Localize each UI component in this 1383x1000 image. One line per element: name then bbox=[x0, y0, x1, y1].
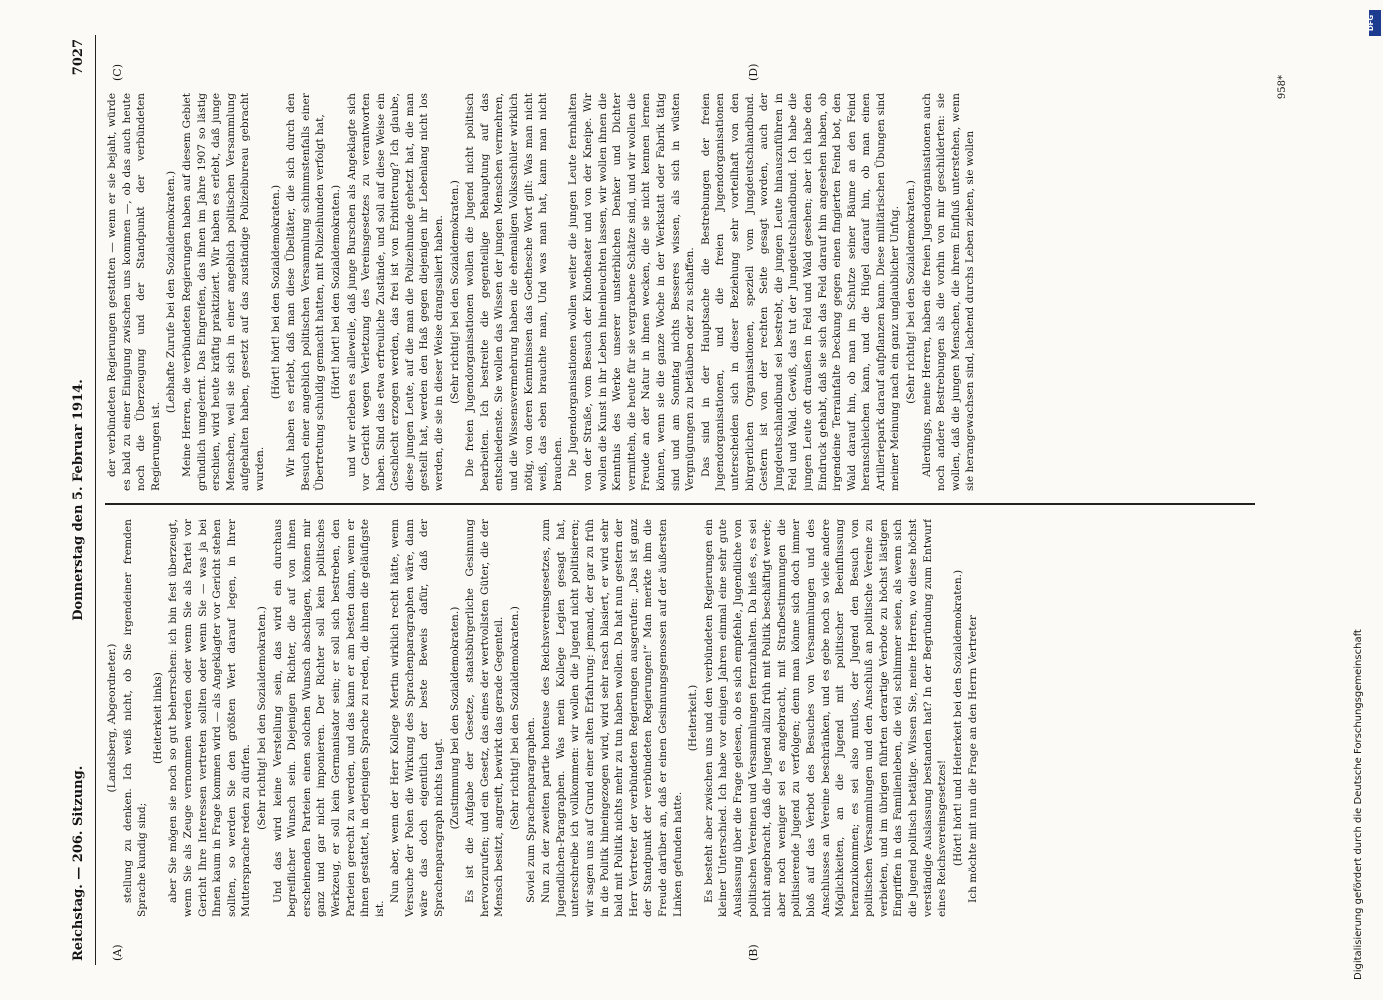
paragraph: (Sehr richtig! bei den Sozialdemokraten.) bbox=[448, 180, 461, 404]
paragraph: Das sind in der Hauptsache die Bestrebungen der freien Jugendorganisationen, und die freien Jugendorganisationen unterscheiden sich in dieser Beziehung sehr vorteilhaft von den bürgerlichen Organisationen, speziell vom Jungdeutschlandbund. Gestern ist von der rechten Seite gesagt worden, auch der Jungdeutschlandbund sei bestrebt, die jungen Leute hinauszuführen in Feld und Wald. Gewiß, das tut der Jungdeutschlandbund. Ich habe die jungen Leute oft draußen in Feld und Wald gesehen; aber ich habe den Eindruck gehabt, daß sie sich das Feld darauf hin angesehen haben, ob irgendeine Terrainfalte Deckung gegen einen fingierten Feind bot, den Wald darauf hin, ob man im Schutze seiner Bäume an den Feind heranschleichen kann, und die Hügel darauf hin, ob man einen Artilleriepark darauf aufpflanzen kann. Diese militärischen Übungen sind meiner Meinung nach ein ganz unglaublicher Unfug. bbox=[699, 93, 902, 491]
paragraph: Meine Herren, die verbündeten Regierungen haben auf diesem Gebiet gründlich umgelernt. Das Eingreifen, das ihnen im Jahre 1907 so lästig erschien, wird heute kräftig praktiziert. Wir haben es erlebt, daß junge Menschen, weil sie sich in einer angeblich politischen Versammlung aufgehalten haben, gesetzt auf das zuständige Polizeibureau gebracht wurden. bbox=[180, 93, 266, 491]
paragraph: Und das wird keine Verstellung sein, das wird ein durchaus begreiflicher Wunsch sein. Diejenigen Richter, die auf von ihnen erscheinenden Parteien einen solchen Wunsch abschlagen, können mir ganz und gar nicht imponieren. Der Richter soll kein politisches Werkzeug, er soll kein Germanisator sein; er soll sich bestreben, den Parteien gerecht zu werden, und das kann er am besten dann, wenn er ihnen gestattet, in derjenigen Sprache zu reden, die ihnen die geläufigste ist. bbox=[271, 519, 386, 917]
header-center: Donnerstag den 5. Februar 1914. bbox=[71, 379, 86, 621]
paragraph: (Hört! hört! bei den Sozialdemokraten.) bbox=[329, 184, 342, 400]
paragraph: (Heiterkeit links) bbox=[151, 672, 164, 764]
paragraph: Nun zu der zweiten partie honteuse des Reichsvereinsgesetzes, zum Jugendlichen-Paragraphen. Was mein Kollege Legien gesagt hat, unterschreibe ich vollkommen: wir wollen die Jugend nicht politisieren; wir sagen uns auf Grund einer alten Erfahrung: jemand, der gar zu früh in die Politik hineingezogen wird, wird sehr rasch blasiert, er wird sehr bald mit Politik nichts mehr zu tun haben wollen. Da hat nun gestern der Herr Vertreter der verbündeten Regierungen ausgerufen: „Das ist ganz der Standpunkt der verbündeten Regierungen!“ Man merkte ihm die Freude darüber an, daß er einen Gesinnungsgenossen auf der äußersten Linken gefunden hatte. bbox=[540, 519, 684, 917]
paragraph: stellung zu denken. Ich weiß nicht, ob Sie irgendeiner fremden Sprache kundig sind; bbox=[121, 519, 149, 917]
paragraph: Nun aber, wenn der Herr Kollege Mertin wirklich recht hätte, wenn Versuche der Polen die Wirkung des Sprachenparagraphen wäre, dann wäre das doch eigentlich der beste Beweis dafür, daß der Sprachenparagraph nichts taugt. bbox=[389, 519, 446, 917]
margin-mark-d: (D) bbox=[747, 63, 760, 81]
left-column bbox=[105, 519, 1285, 917]
page-footer: 958* bbox=[1277, 75, 1288, 100]
paragraph: Allerdings, meine Herren, haben die freien Jugendorganisationen auch noch andere Bestrebungen als die vorhin von mir geschilderten: sie wollen, daß die jungen Menschen, die ihrem Einfluß unterstehen, wenn sie herangewachsen sind, lachend durchs Leben ziehen, sie wollen bbox=[920, 93, 977, 491]
paragraph: der verbündeten Regierungen gestatten — wenn er sie bejaht, würde es bald zu einer Einigung zwischen uns kommen —, ob das auch heute noch die Überzeugung und der Standpunkt der verbündeten Regierungen ist. bbox=[106, 93, 162, 491]
paragraph: Die Jugendorganisationen wollen weiter die jungen Leute fernhalten von der Straße, vom Besuch der Kinotheater und von der Kneipe. Wir wollen die Kunst in ihr Leben hineinleuchten lassen, wir wollen ihnen die Kenntnis des Werke unserer unsterblichen Denker und Dichter vermitteln, die heute für sie vergrabene Schätze sind, und wir wollen die Freude an der Natur in ihnen wecken, die sie nicht kennen lernen können, wenn sie die ganze Woche in der Werkstatt oder Fabrik tätig sind und am Sonntag nichts Besseres wissen, als sich in wüsten Vergnügungen zu betäuben oder zu schaffen. bbox=[567, 93, 697, 491]
margin-mark-b: (B) bbox=[747, 944, 760, 961]
paragraph: (Heiterkeit.) bbox=[687, 684, 700, 752]
digitization-note-text: Digitalisierung gefördert durch die Deutsche Forschungsgemeinschaft bbox=[1353, 629, 1364, 980]
paragraph: (Hört! hört! und Heiterkeit bei den Sozialdemokraten.) bbox=[951, 569, 964, 867]
paragraph: Soviel zum Sprachenparagraphen. bbox=[524, 717, 537, 903]
paragraph: Es besteht aber zwischen uns und den verbündeten Regierungen ein kleiner Unterschied. Ich habe vor einigen Jahren einmal eine sehr gute Auslassung über die Frage gelesen, ob es sich empfehle, Jugendliche von politischen Vereinen und Versammlungen fernzuhalten. Da hieß es, es sei nicht angebracht, daß die Jugend allzu früh mit Politik beschäftigt werde; aber noch weniger sei es angebracht, mit Strafbestimmungen die politisierende Jugend zu verfolgen; denn man könne sich doch immer bloß auf das Verbot des Besuches von Versammlungen und des Anschlusses an Vereine beschränken, und es gebe noch so viele andere Möglichkeiten, an die Jugend mit politischer Beeinflussung heranzukommen; es sei also mutlos, der Jugend den Besuch von politischen Versammlungen und den Anschluß an politische Vereine zu verbieten, und im übrigen führten derartige Verbote zu höchst lästigen Eingriffen in das Familienleben, die viel schlimmer seien, als wenn sich die Jugend politisch betätige. Wissen Sie, meine Herren, wo diese höchst verständige Auslassung bestanden hat? In der Begründung zum Entwurf eines Reichsvereinsgesetzes! bbox=[702, 519, 949, 917]
column-divider bbox=[105, 503, 1255, 505]
paragraph: (Hört! hört! bei den Sozialdemokraten.) bbox=[269, 184, 282, 400]
page-header bbox=[65, 35, 96, 965]
paragraph: (Sehr richtig! bei den Sozialdemokraten.) bbox=[905, 180, 918, 404]
margin-mark-a: (A) bbox=[111, 944, 124, 961]
paragraph: (Zustimmung bei den Sozialdemokraten.) bbox=[448, 606, 461, 830]
paragraph: (Lebhafte Zurufe bei den Sozialdemokraten.) bbox=[165, 170, 178, 414]
margin-mark-c: (C) bbox=[111, 64, 124, 81]
dfg-logo: DFG bbox=[1369, 10, 1381, 36]
page-number: 7027 bbox=[71, 39, 86, 76]
paragraph: Es ist die Aufgabe der Gesetze, staatsbürgerliche Gesinnung hervorzurufen; und ein Gesetz, das eines der wertvollsten Güter, die der Mensch besitzt, angreift, bewirkt das gerade Gegenteil. bbox=[464, 519, 506, 917]
paragraph: aber Sie mögen sie noch so gut beherrschen: ich bin fest überzeugt, wenn Sie als Zeuge vernommen werden oder wenn Sie als Partei vor Gericht Ihre Interessen vertreten sollten oder wenn Sie — was ja bei Ihnen kaum in Frage kommen wird — als Angeklagter vor Gericht stehen sollten, so werden Sie den größten Wert darauf legen, in Ihrer Muttersprache reden zu dürfen. bbox=[167, 519, 253, 917]
paragraph: (Landsberg, Abgeordneter.) bbox=[106, 643, 118, 793]
rotated-page bbox=[65, 35, 1300, 965]
paragraph: und wir erleben es alleweile, daß junge Burschen als Angeklagte sich vor Gericht wegen Verletzung des Vereinsgesetzes zu verantworten haben. Sind das etwa erfreuliche Zustände, und soll auf diese Weise ein Geschlecht erzogen werden, das frei ist von Erbitterung? Ich glaube, diese jungen Leute, auf die man die Polizeihunde gehetzt hat, die man gestellt hat, werden den Haß gegen diejenigen ihr Lebenlang nicht los werden, die sie in dieser Weise drangsaliert haben. bbox=[345, 93, 446, 491]
digitization-note bbox=[1353, 10, 1383, 990]
paragraph: (Sehr richtig! bei den Sozialdemokraten.) bbox=[255, 606, 268, 830]
right-column bbox=[105, 93, 1285, 491]
paragraph: Die freien Jugendorganisationen wollen die Jugend nicht politisch bearbeiten. Ich bestreite die gegenteilige Behauptung auf das entschiedenste. Sie wollen das Wissen der jungen Menschen vermehren, und die Wissensvermehrung haben die ehemaligen Volksschüler wirklich nötig, von deren Kenntnissen das Goethesche Wort gilt: Was man nicht weiß, das eben brauchte man, Und was man hat, kann man nicht brauchen. bbox=[464, 93, 564, 491]
paragraph: Wir haben es erlebt, daß man diese Übeltäter, die sich durch den Besuch einer angeblich politischen Versammlung schimmstenfalls einer Übertretung schuldig gemacht hatten, mit Polizeihunden verfolgt hat, bbox=[285, 93, 327, 491]
paragraph: (Sehr richtig! bei den Sozialdemokraten.) bbox=[509, 606, 522, 830]
paragraph: Ich möchte mit nun die Frage an den Herrn Vertreter bbox=[967, 615, 980, 903]
header-left: Reichstag. — 206. Sitzung. bbox=[71, 765, 86, 961]
